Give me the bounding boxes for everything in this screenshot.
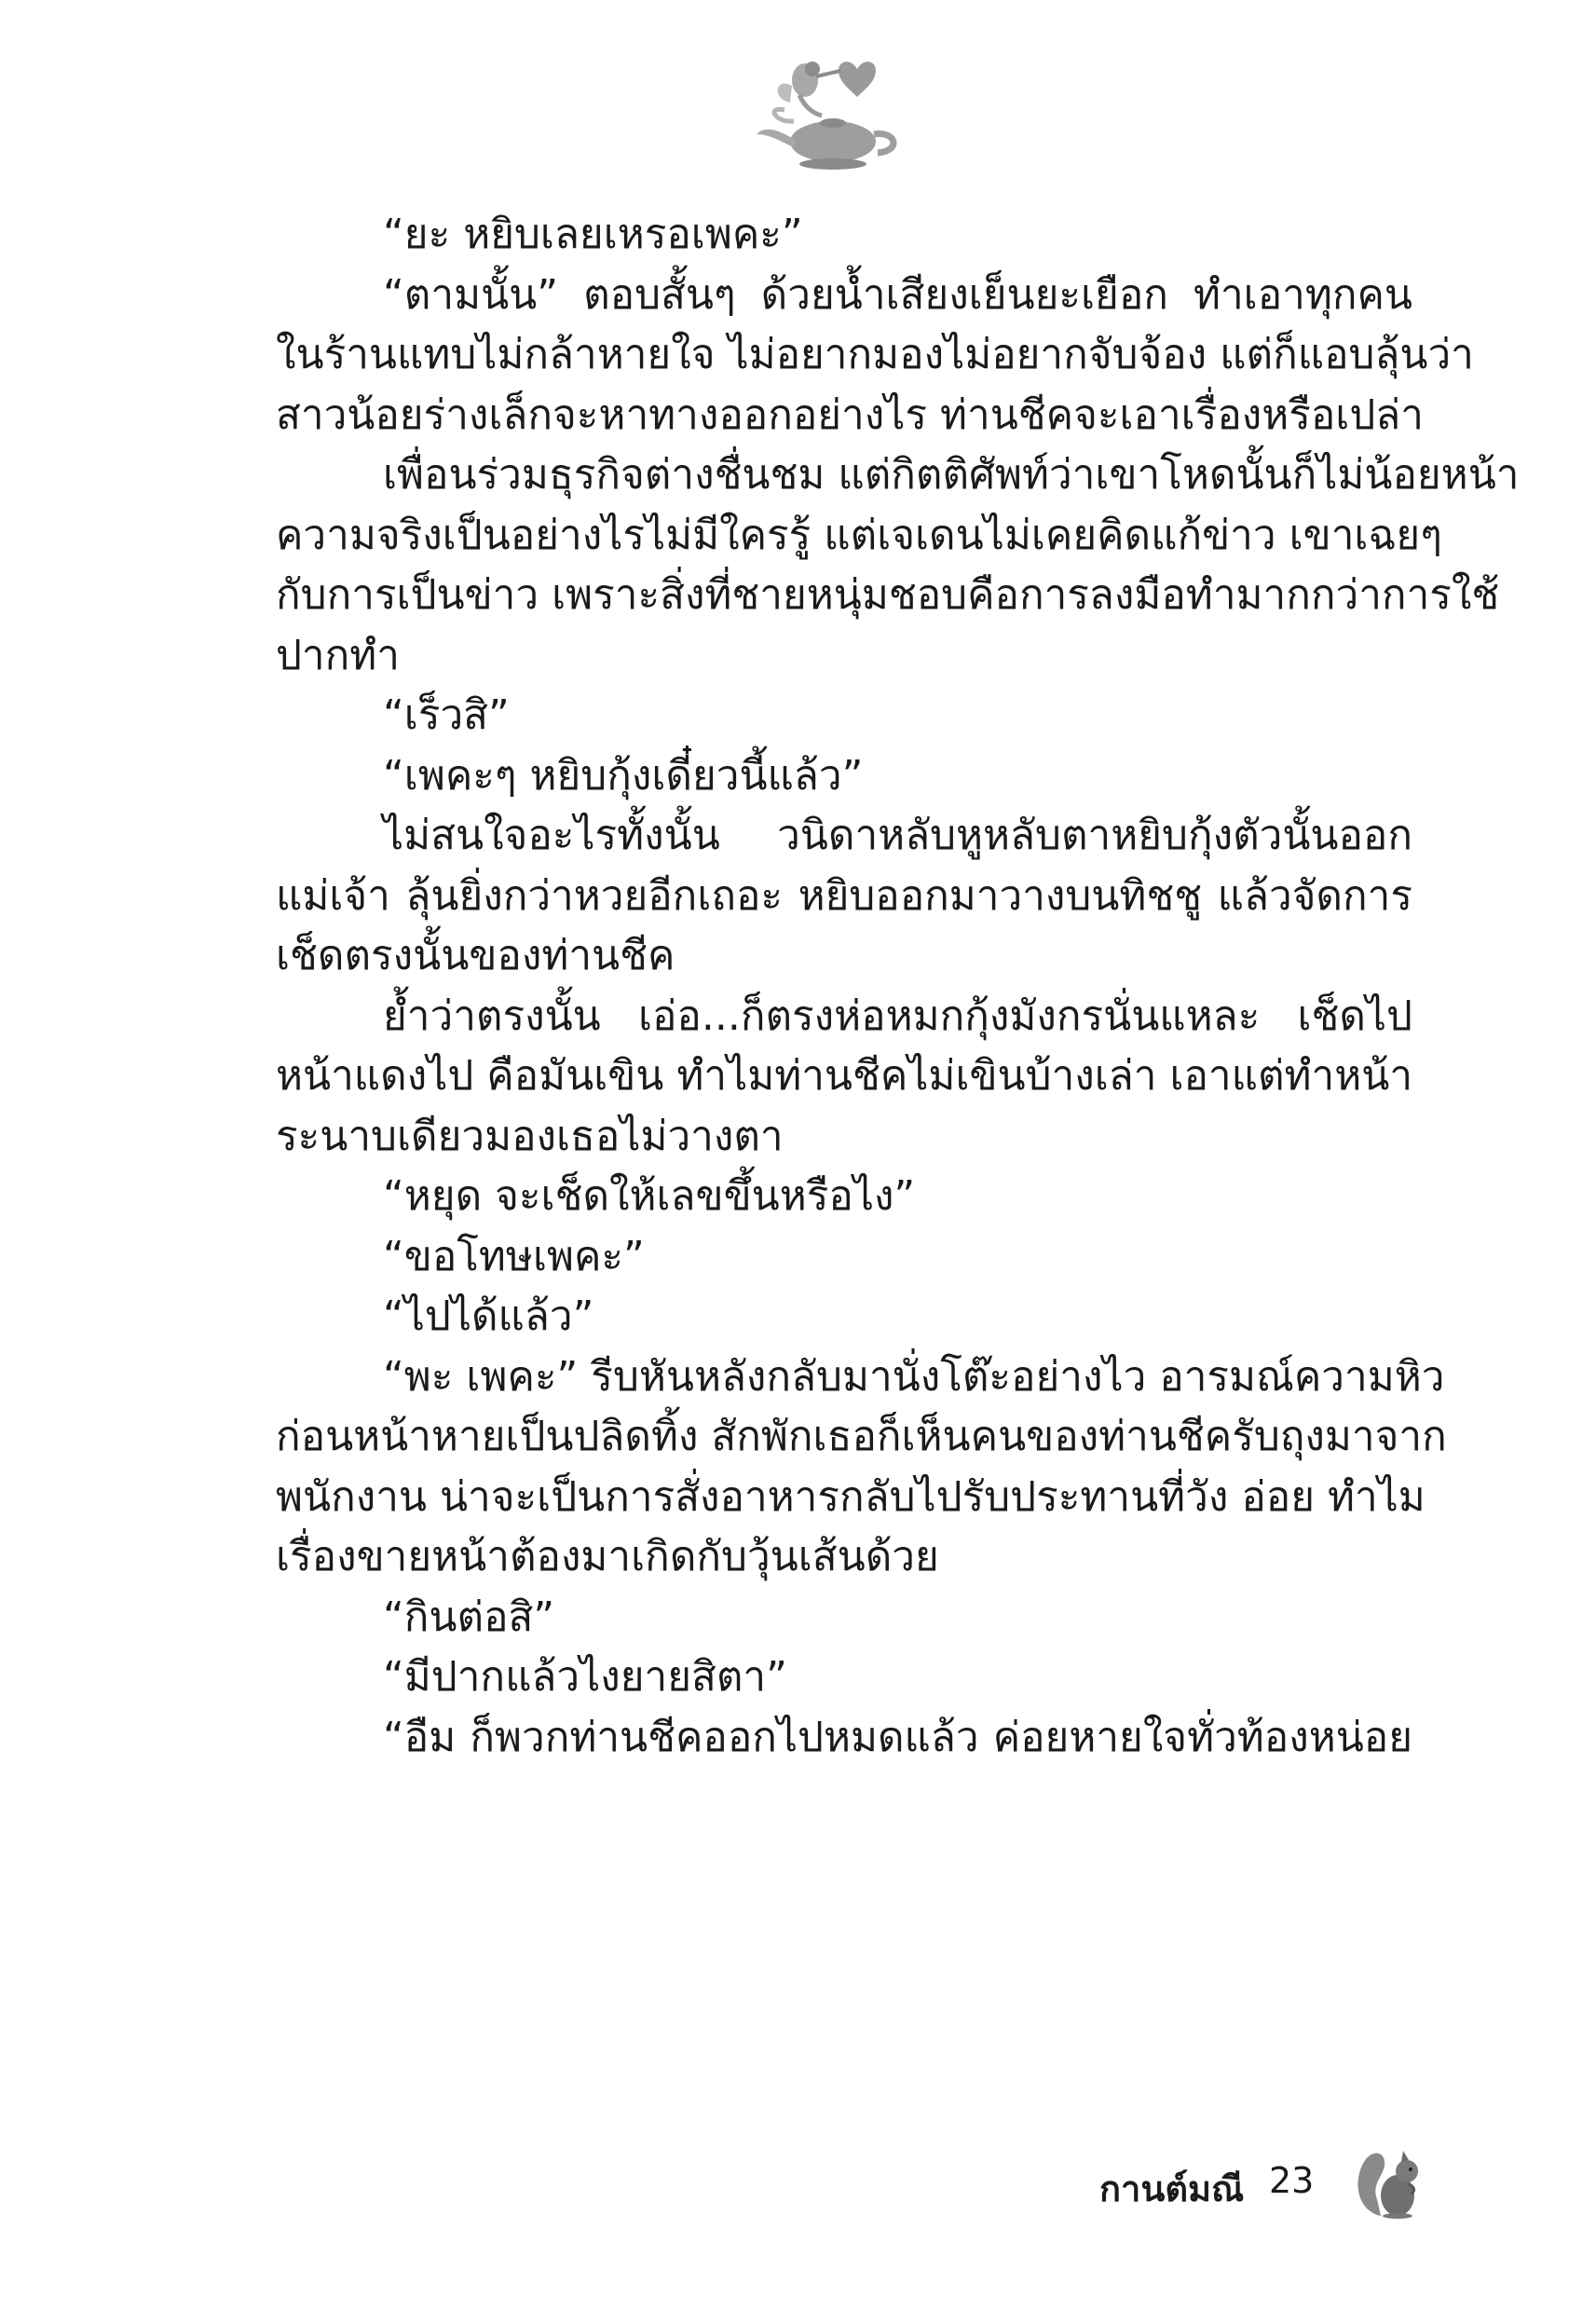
text-line: ย้ำว่าตรงนั้น เอ่อ...ก็ตรงห่อหมกกุ้งมังกรนั่นแหละ เช็ดไป (383, 991, 1412, 1040)
text-line: ไม่สนใจอะไรทั้งนั้น วนิดาหลับหูหลับตาหยิบกุ้งตัวนั้นออก (383, 812, 1412, 859)
page-footer (1099, 2143, 1435, 2227)
text-line: ระนาบเดียวมองเธอไม่วางตา (276, 1112, 784, 1160)
text-line: “ยะ หยิบเลยเหรอเพคะ” (383, 211, 803, 258)
text-line: ความจริงเป็นอย่างไรไม่มีใครรู้ แต่เจเดนไม่เคยคิดแก้ข่าว เขาเฉยๆ (276, 511, 1442, 559)
text-line: “เพคะๆ หยิบกุ้งเดี๋ยวนี้แล้ว” (383, 751, 864, 800)
text-line: “กินต่อสิ” (383, 1593, 555, 1641)
book-title: กานต์มณี (1099, 2168, 1245, 2209)
text-line: ปากทำ (276, 631, 400, 679)
text-line: “ไปได้แล้ว” (383, 1292, 594, 1340)
teapot-cherub-icon (747, 48, 906, 174)
text-line: ในร้านแทบไม่กล้าหายใจ ไม่อยากมองไม่อยากจับจ้อง แต่ก็แอบลุ้นว่า (276, 331, 1474, 378)
text-line: “หยุด จะเช็ดให้เลขขึ้นหรือไง” (383, 1172, 916, 1220)
text-line: “มีปากแล้วไงยายสิตา” (383, 1653, 787, 1701)
text-line: “ตามนั้น” ตอบสั้นๆ ด้วยน้ำเสียงเย็นยะเยือก ทำเอาทุกคน (383, 270, 1412, 319)
page-number: 23 (1269, 2160, 1315, 2201)
text-line: สาวน้อยร่างเล็กจะหาทางออกอย่างไร ท่านชีคจะเอาเรื่องหรือเปล่า (276, 390, 1424, 439)
text-line: แม่เจ้า ลุ้นยิ่งกว่าหวยอีกเถอะ หยิบออกมาวางบนทิชชู แล้วจัดการ (276, 871, 1412, 920)
squirrel-icon (1353, 2143, 1427, 2220)
text-line: ก่อนหน้าหายเป็นปลิดทิ้ง สักพักเธอก็เห็นคนของท่านชีครับถุงมาจาก (276, 1413, 1447, 1460)
text-line: กับการเป็นข่าว เพราะสิ่งที่ชายหนุ่มชอบคือการลงมือทำมากกว่าการใช้ (276, 571, 1500, 619)
text-line: “พะ เพคะ” รีบหันหลังกลับมานั่งโต๊ะอย่างไว อารมณ์ความหิว (383, 1352, 1445, 1401)
text-line: เช็ดตรงนั้นของท่านชีค (276, 932, 675, 979)
text-line: เพื่อนร่วมธุรกิจต่างชื่นชม แต่กิตติศัพท์ว่าเขาโหดนั้นก็ไม่น้อยหน้า (383, 451, 1520, 499)
text-line: “อืม ก็พวกท่านชีคออกไปหมดแล้ว ค่อยหายใจทั่วท้องหน่อย (383, 1713, 1412, 1761)
text-line: “ขอโทษเพคะ” (383, 1232, 645, 1280)
body-text (276, 205, 1520, 1768)
text-line: “เร็วสิ” (383, 691, 510, 739)
text-line: พนักงาน น่าจะเป็นการสั่งอาหารกลับไปรับประทานที่วัง อ่อย ทำไม (276, 1472, 1425, 1521)
text-line: หน้าแดงไป คือมันเขิน ทำไมท่านชีคไม่เขินบ้างเล่า เอาแต่ทำหน้า (276, 1052, 1413, 1100)
text-line: เรื่องขายหน้าต้องมาเกิดกับวุ้นเส้นด้วย (276, 1533, 939, 1580)
